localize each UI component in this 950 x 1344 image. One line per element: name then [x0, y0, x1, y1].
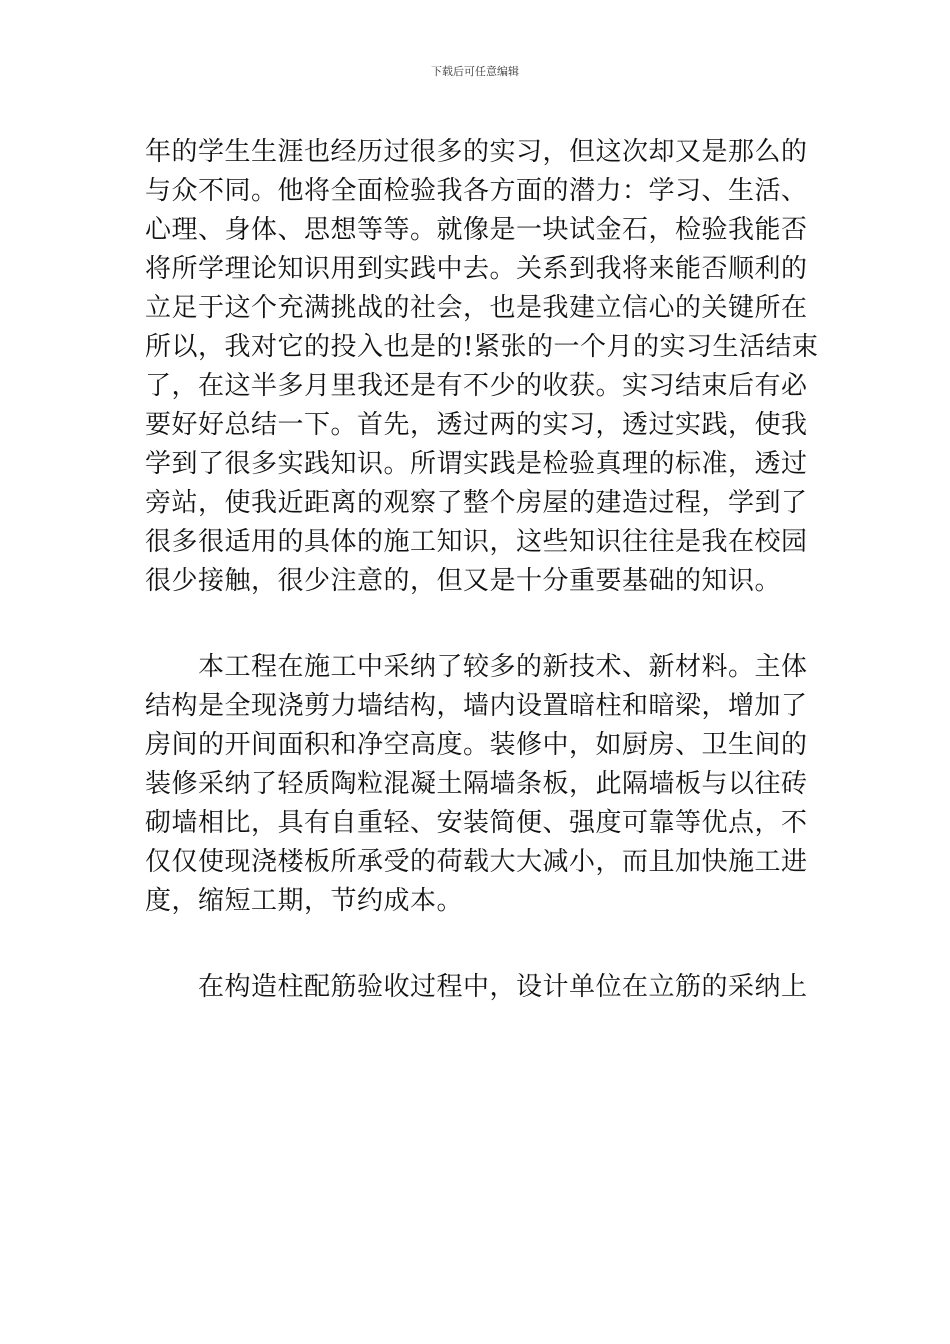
- text-line: 结构是全现浇剪力墙结构，墙内设置暗柱和暗梁，增加了: [145, 691, 808, 721]
- text-line: 旁站，使我近距离的观察了整个房屋的建造过程，学到了: [145, 488, 808, 518]
- text-line: 与众不同。他将全面检验我各方面的潜力：学习、生活、: [145, 176, 808, 206]
- text-line: 装修采纳了轻质陶粒混凝土隔墙条板，此隔墙板与以往砖: [145, 769, 808, 799]
- text-line: 砌墙相比，具有自重轻、安装简便、强度可靠等优点，不: [145, 808, 808, 838]
- paragraph-spacer: [145, 601, 815, 648]
- text-line: 立足于这个充满挑战的社会，也是我建立信心的关键所在: [145, 293, 808, 323]
- text-line: 要好好总结一下。首先，透过两的实习，透过实践，使我: [145, 410, 808, 440]
- text-line: 将所学理论知识用到实践中去。关系到我将来能否顺利的: [145, 254, 808, 284]
- text-line: 很多很适用的具体的施工知识，这些知识往往是我在校园: [145, 527, 808, 557]
- text-line: 了，在这半多月里我还是有不少的收获。实习结束后有必: [145, 371, 808, 401]
- text-line: 心理、身体、思想等等。就像是一块试金石，检验我能否: [145, 215, 808, 245]
- text-line: 在构造柱配筋验收过程中，设计单位在立筋的采纳上: [198, 972, 808, 1002]
- paragraph-1: [145, 133, 819, 601]
- text-line: 本工程在施工中采纳了较多的新技术、新材料。主体: [198, 652, 808, 682]
- text-line: 仅仅使现浇楼板所承受的荷载大大减小，而且加快施工进: [145, 847, 808, 877]
- paragraph-3: [145, 968, 815, 1007]
- text-line: 度，缩短工期，节约成本。: [145, 886, 464, 916]
- text-line: 年的学生生涯也经历过很多的实习，但这次却又是那么的: [145, 137, 808, 167]
- paragraph-2: [145, 648, 815, 921]
- paragraph-spacer: [145, 921, 815, 968]
- page-header: 下载后可任意编辑: [431, 65, 519, 78]
- text-line: 房间的开间面积和净空高度。装修中，如厨房、卫生间的: [145, 730, 808, 760]
- document-body: [145, 133, 819, 1007]
- text-line: 很少接触，很少注意的，但又是十分重要基础的知识。: [145, 566, 782, 596]
- text-line: 所以，我对它的投入也是的!紧张的一个月的实习生活结束: [145, 332, 819, 362]
- text-line: 学到了很多实践知识。所谓实践是检验真理的标准，透过: [145, 449, 808, 479]
